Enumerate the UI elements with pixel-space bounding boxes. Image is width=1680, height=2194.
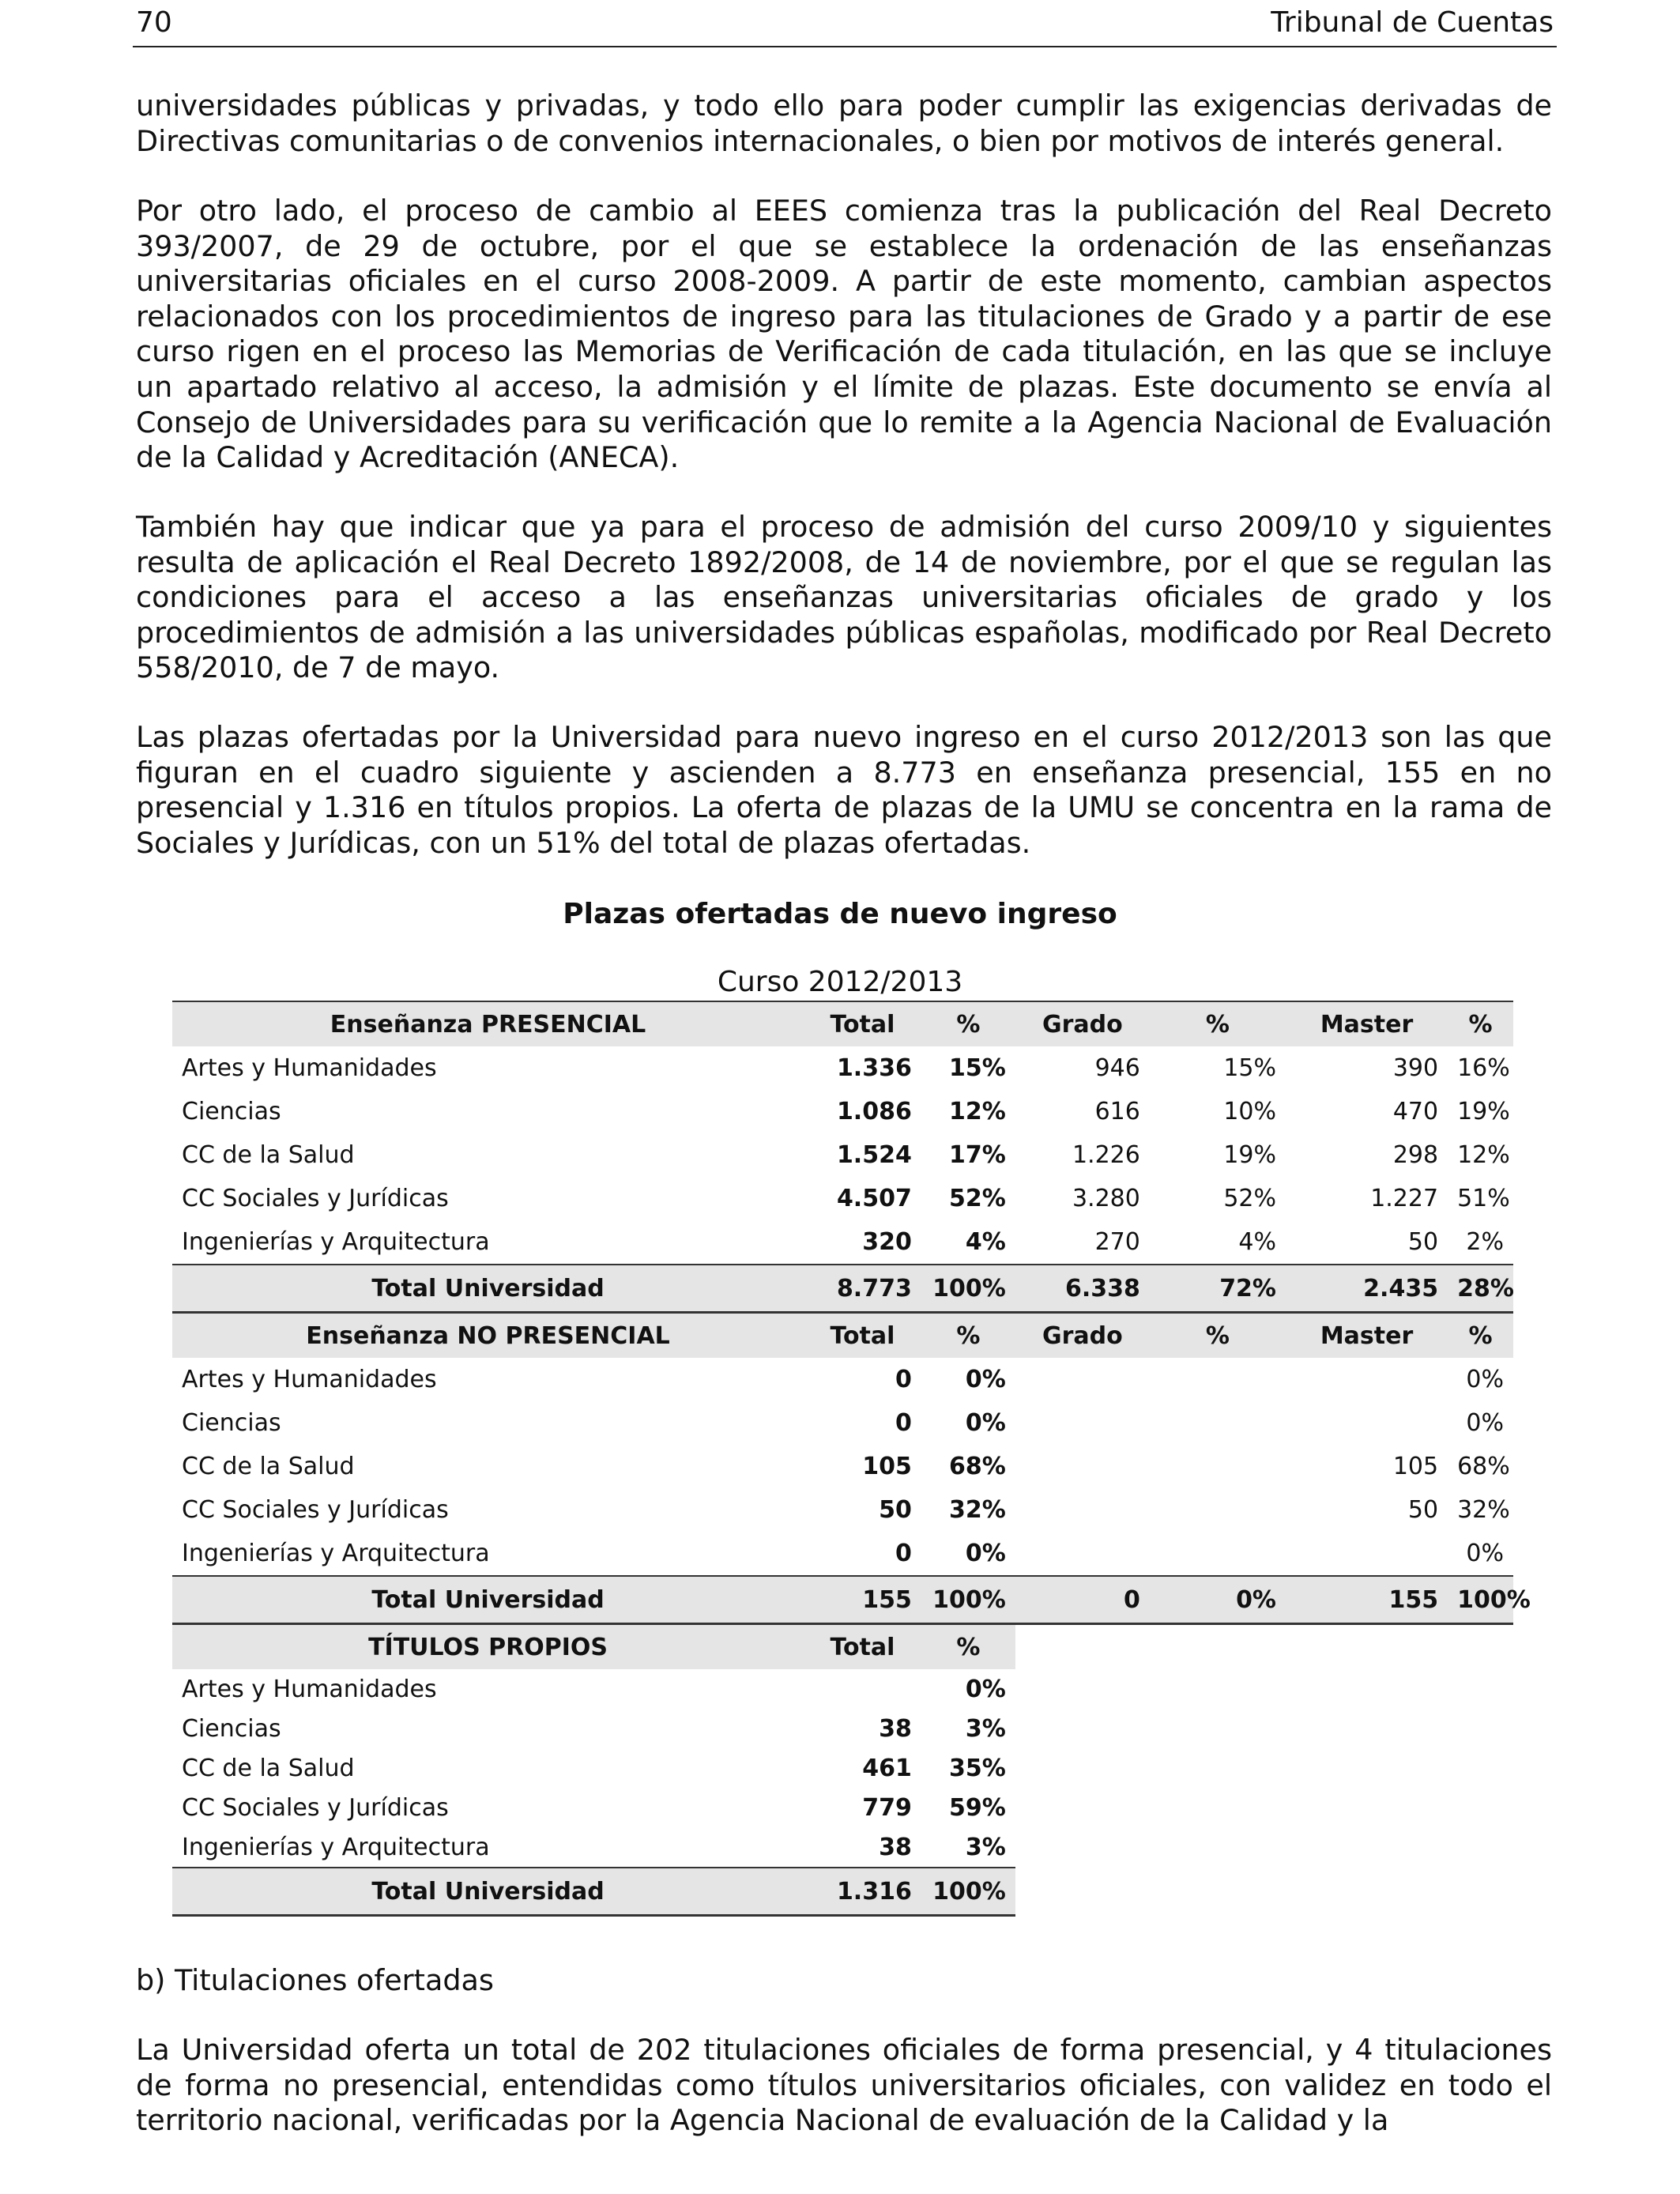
table-cell: % — [1448, 1001, 1513, 1046]
table-cell — [1448, 1827, 1513, 1868]
table-cell: 32% — [1457, 1496, 1510, 1524]
table-row — [172, 1090, 1513, 1133]
table-cell — [1150, 1624, 1286, 1670]
table-cell: 0 — [895, 1409, 912, 1437]
table-cell: 35% — [949, 1754, 1006, 1782]
table-cell: % — [1150, 1313, 1286, 1359]
table-cell: 270 — [1094, 1228, 1140, 1256]
table-row — [172, 1177, 1513, 1220]
table-cell: 616 — [1094, 1098, 1140, 1125]
table-cell: 461 — [862, 1754, 912, 1782]
table-cell — [1150, 1488, 1286, 1532]
table-cell: 3% — [965, 1833, 1006, 1861]
table-cell: 72% — [1150, 1265, 1286, 1313]
table-subtitle: Curso 2012/2013 — [717, 966, 963, 998]
table-cell — [1150, 1358, 1286, 1401]
table-cell: 298 — [1392, 1141, 1439, 1169]
table-cell: 155 — [804, 1576, 921, 1624]
table-total-row — [172, 1576, 1513, 1624]
table-cell: Total — [804, 1313, 921, 1359]
table-cell: 4% — [1238, 1228, 1276, 1256]
table-row — [172, 1788, 1513, 1827]
paragraph-4: Las plazas ofertadas por la Universidad para nuevo ingreso en el curso 2012/2013 son las que figuran en el cuadro siguiente y ascienden a 8.773 en enseñanza presencial, 155 en no presencial y 1.316 en títulos propios. La oferta de plazas de la UMU se concentra en la rama de Sociales y Jurídicas, con un 51% del total de plazas ofertadas. — [136, 720, 1552, 860]
paragraph-2: Por otro lado, el proceso de cambio al EEES comienza tras la publicación del Real Decreto 393/2007, de 29 de octubre, por el que se establece la ordenación de las enseñanzas universitarias oficiales en el curso 2008-2009. A partir de este momento, cambian aspectos relacionados con los procedimientos de ingreso para las titulaciones de Grado y a partir de ese curso rigen en el proceso las Memorias de Verificación de cada titulación, en las que se incluye un apartado relativo al acceso, la admisión y el límite de plazas. Este documento se envía al Consejo de Universidades para su verificación que lo remite a la Agencia Nacional de Evaluación de la Calidad y Acreditación (ANECA). — [136, 194, 1552, 475]
table-cell: Grado — [1015, 1313, 1150, 1359]
paragraph-5: La Universidad oferta un total de 202 titulaciones oficiales de forma presencial, y 4 titulaciones de forma no presencial, entendidas como títulos universitarios oficiales, con validez en todo el territorio nacional, verificadas por la Agencia Nacional de evaluación de la Calidad y la — [136, 2033, 1552, 2138]
table-cell: 6.338 — [1015, 1265, 1150, 1313]
table-cell: 4.507 — [836, 1185, 912, 1212]
table-row — [172, 1445, 1513, 1488]
table-cell — [1286, 1532, 1448, 1576]
table-row — [172, 1488, 1513, 1532]
table-cell: 12% — [1457, 1141, 1510, 1169]
row-label: Ingenierías y Arquitectura — [182, 1228, 490, 1256]
table-cell — [1286, 1358, 1448, 1401]
table-cell: 0 — [895, 1366, 912, 1393]
table-cell — [1150, 1445, 1286, 1488]
table-cell: 946 — [1094, 1054, 1140, 1082]
table-cell — [1286, 1868, 1448, 1916]
section-b-heading: b) Titulaciones ofertadas — [136, 1963, 494, 1997]
table-cell: 32% — [949, 1496, 1006, 1524]
table-cell: 10% — [1223, 1098, 1276, 1125]
table-cell: 1.336 — [836, 1054, 912, 1082]
table-cell: 38 — [879, 1714, 912, 1743]
table-cell: 15% — [949, 1054, 1006, 1082]
table-row — [172, 1532, 1513, 1576]
table-cell — [1448, 1748, 1513, 1788]
paragraph-3: También hay que indicar que ya para el proceso de admisión del curso 2009/10 y siguientes resulta de aplicación el Real Decreto 1892/2008, de 14 de noviembre, por el que se regulan las condiciones para el acceso a las enseñanzas universitarias oficiales de grado y los procedimientos de admisión a las universidades públicas españolas, modificado por Real Decreto 558/2010, de 7 de mayo. — [136, 510, 1552, 685]
table-cell: 19% — [1223, 1141, 1276, 1169]
table-cell: 779 — [862, 1793, 912, 1822]
table-cell — [1015, 1669, 1150, 1709]
row-label: Ingenierías y Arquitectura — [182, 1833, 490, 1861]
row-label: Total Universidad — [172, 1265, 804, 1313]
table-cell — [1015, 1748, 1150, 1788]
table-cell: 0% — [1466, 1366, 1504, 1393]
row-label: Ingenierías y Arquitectura — [182, 1540, 490, 1567]
table-cell: 28% — [1448, 1265, 1513, 1313]
table-cell — [1448, 1624, 1513, 1670]
table-cell: 390 — [1392, 1054, 1439, 1082]
table-cell — [1448, 1788, 1513, 1827]
table-row — [172, 1827, 1513, 1868]
table-cell — [1286, 1669, 1448, 1709]
table-section-header — [172, 1624, 1513, 1670]
table-row — [172, 1046, 1513, 1090]
table-title: Plazas ofertadas de nuevo ingreso — [563, 898, 1117, 930]
row-label: Enseñanza PRESENCIAL — [172, 1001, 804, 1046]
table-cell — [1448, 1709, 1513, 1748]
table-cell — [1150, 1709, 1286, 1748]
table-cell — [1015, 1624, 1150, 1670]
table-cell: 100% — [1448, 1576, 1513, 1624]
table-cell — [1015, 1488, 1150, 1532]
table-cell — [1448, 1669, 1513, 1709]
table-cell: 0% — [965, 1409, 1006, 1437]
table-cell: 1.086 — [836, 1098, 912, 1125]
table-cell — [1015, 1827, 1150, 1868]
table-cell — [1015, 1401, 1150, 1445]
table-cell: % — [921, 1624, 1015, 1670]
table-row — [172, 1669, 1513, 1709]
table-cell: % — [921, 1313, 1015, 1359]
table-cell: 8.773 — [804, 1265, 921, 1313]
table-cell — [1150, 1401, 1286, 1445]
table-cell: 16% — [1457, 1054, 1510, 1082]
table-cell — [1286, 1788, 1448, 1827]
table-cell: 3% — [965, 1714, 1006, 1743]
row-label: CC Sociales y Jurídicas — [182, 1185, 449, 1212]
table-cell: 470 — [1392, 1098, 1439, 1125]
table-row — [172, 1133, 1513, 1177]
plazas-table — [172, 1001, 1531, 1917]
table-cell: 52% — [949, 1185, 1006, 1212]
table-cell: 1.226 — [1072, 1141, 1140, 1169]
table-row — [172, 1748, 1513, 1788]
table-cell: 38 — [879, 1833, 912, 1861]
table-section-header — [172, 1313, 1513, 1359]
table-cell: 50 — [879, 1496, 912, 1524]
table-cell: 0% — [965, 1366, 1006, 1393]
table-cell: 0% — [965, 1540, 1006, 1567]
table-cell: 320 — [862, 1228, 912, 1256]
table-total-row — [172, 1868, 1513, 1916]
table-row — [172, 1358, 1513, 1401]
table-cell: 155 — [1286, 1576, 1448, 1624]
paragraph-1: universidades públicas y privadas, y todo ello para poder cumplir las exigencias derivadas de Directivas comunitarias o de convenios internacionales, o bien por motivos de interés general. — [136, 89, 1552, 158]
table-cell: 105 — [862, 1453, 912, 1480]
table-cell — [1286, 1827, 1448, 1868]
table-cell: Grado — [1015, 1001, 1150, 1046]
table-cell — [1286, 1624, 1448, 1670]
table-row — [172, 1401, 1513, 1445]
row-label: TÍTULOS PROPIOS — [172, 1624, 804, 1670]
table-cell: 0% — [965, 1675, 1006, 1703]
table-cell — [1015, 1868, 1150, 1916]
row-label: CC Sociales y Jurídicas — [182, 1793, 449, 1822]
table-cell — [1015, 1709, 1150, 1748]
table-total-row — [172, 1265, 1513, 1313]
table-cell: 52% — [1223, 1185, 1276, 1212]
row-label: Artes y Humanidades — [182, 1675, 437, 1703]
table-cell — [1286, 1401, 1448, 1445]
table-cell: 1.227 — [1370, 1185, 1439, 1212]
table-cell — [1286, 1709, 1448, 1748]
row-label: Artes y Humanidades — [182, 1054, 437, 1082]
table-cell — [1015, 1532, 1150, 1576]
table-cell: 100% — [921, 1576, 1015, 1624]
row-label: CC Sociales y Jurídicas — [182, 1496, 449, 1524]
table-cell: 2.435 — [1286, 1265, 1448, 1313]
table-cell: 100% — [921, 1265, 1015, 1313]
table-cell: 51% — [1457, 1185, 1510, 1212]
table-cell: 12% — [949, 1098, 1006, 1125]
row-label: Artes y Humanidades — [182, 1366, 437, 1393]
table-cell: Total — [804, 1001, 921, 1046]
table-cell: 2% — [1466, 1228, 1504, 1256]
table-cell: % — [1448, 1313, 1513, 1359]
table-cell: 59% — [949, 1793, 1006, 1822]
table-cell: Master — [1286, 1001, 1448, 1046]
table-cell: 68% — [949, 1453, 1006, 1480]
table-cell: 1.524 — [836, 1141, 912, 1169]
table-cell: % — [921, 1001, 1015, 1046]
row-label: Ciencias — [182, 1714, 281, 1743]
table-cell — [1448, 1868, 1513, 1916]
table-cell: Total — [804, 1624, 921, 1670]
table-cell: 0 — [895, 1540, 912, 1567]
table-cell — [1150, 1748, 1286, 1788]
table-row — [172, 1220, 1513, 1265]
header-rule — [133, 46, 1557, 47]
table-cell: 50 — [1407, 1228, 1439, 1256]
table-cell — [1015, 1445, 1150, 1488]
row-label: CC de la Salud — [182, 1453, 355, 1480]
table-cell — [1015, 1358, 1150, 1401]
table-row — [172, 1709, 1513, 1748]
table-cell: 100% — [921, 1868, 1015, 1916]
table-cell: 68% — [1457, 1453, 1510, 1480]
table-cell: 0 — [1015, 1576, 1150, 1624]
row-label: Total Universidad — [172, 1868, 804, 1916]
row-label: Enseñanza NO PRESENCIAL — [172, 1313, 804, 1359]
table-cell: Master — [1286, 1313, 1448, 1359]
table-cell — [1150, 1827, 1286, 1868]
table-cell — [1015, 1788, 1150, 1827]
table-cell: % — [1150, 1001, 1286, 1046]
table-cell: 105 — [1392, 1453, 1439, 1480]
table-cell — [1150, 1669, 1286, 1709]
row-label: CC de la Salud — [182, 1754, 355, 1782]
table-cell — [804, 1669, 921, 1709]
table-cell — [1150, 1868, 1286, 1916]
table-cell — [1286, 1748, 1448, 1788]
table-cell: 1.316 — [804, 1868, 921, 1916]
running-header-title: Tribunal de Cuentas — [1271, 6, 1554, 39]
page-number: 70 — [136, 6, 172, 39]
table-cell: 15% — [1223, 1054, 1276, 1082]
table-cell: 4% — [965, 1228, 1006, 1256]
row-label: Total Universidad — [172, 1576, 804, 1624]
table-cell: 3.280 — [1072, 1185, 1140, 1212]
table-cell: 17% — [949, 1141, 1006, 1169]
table-cell: 0% — [1466, 1409, 1504, 1437]
row-label: Ciencias — [182, 1409, 281, 1437]
table-cell — [1150, 1532, 1286, 1576]
table-cell — [1150, 1788, 1286, 1827]
row-label: CC de la Salud — [182, 1141, 355, 1169]
table-section-header — [172, 1001, 1513, 1046]
table-cell: 0% — [1466, 1540, 1504, 1567]
table-cell: 19% — [1457, 1098, 1510, 1125]
table-cell: 50 — [1407, 1496, 1439, 1524]
row-label: Ciencias — [182, 1098, 281, 1125]
table-cell: 0% — [1150, 1576, 1286, 1624]
